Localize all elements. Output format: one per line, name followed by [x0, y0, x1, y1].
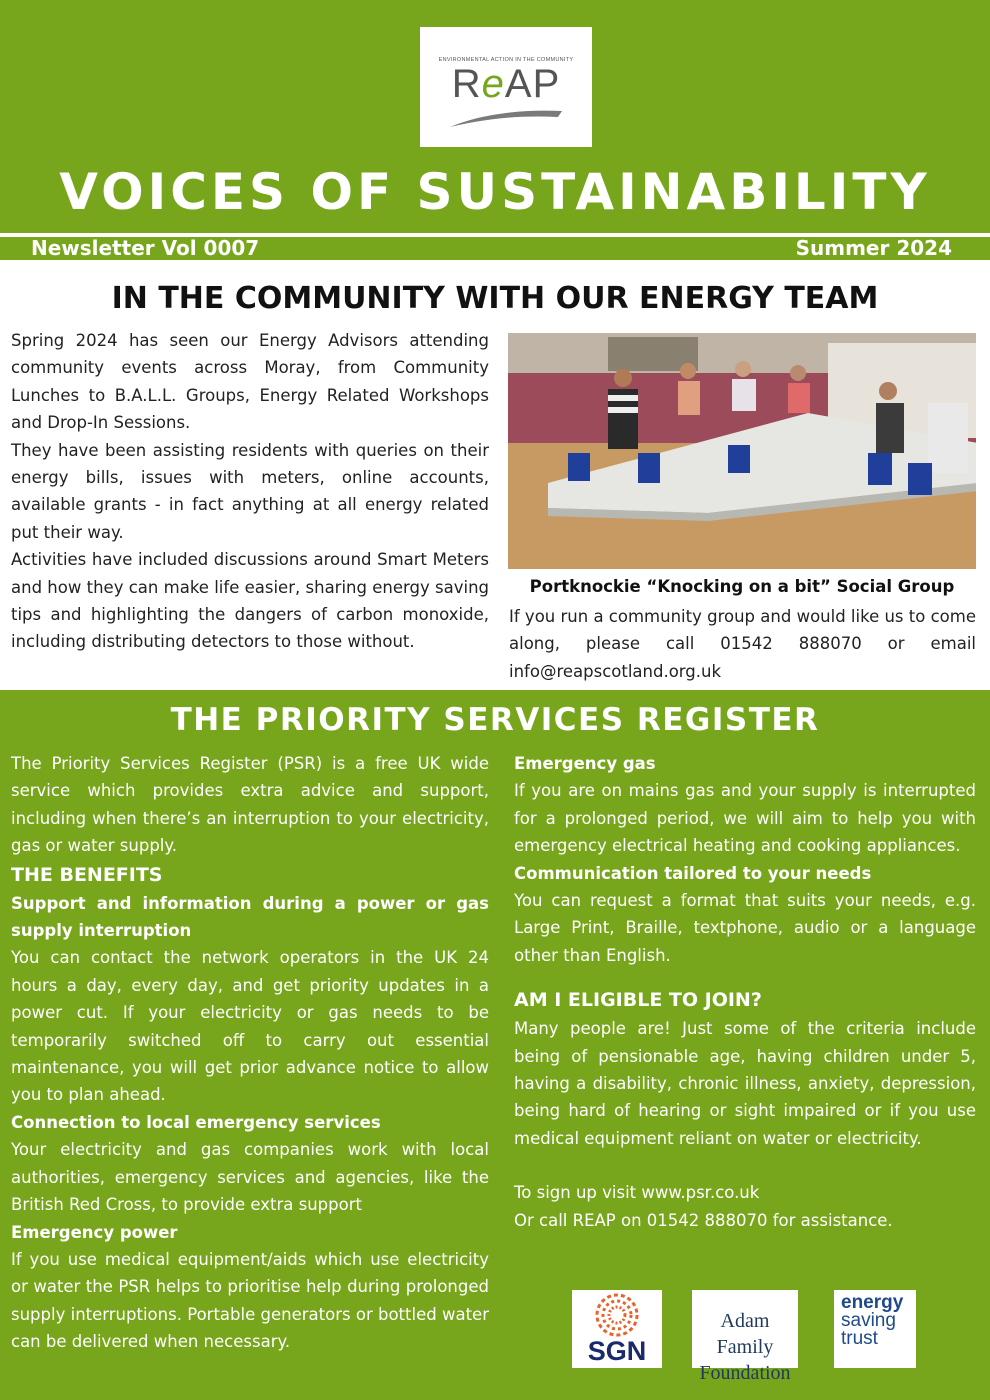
- energy-saving-trust-logo: [834, 1290, 916, 1368]
- sgn-wordmark: SGN: [587, 1336, 647, 1366]
- eligible-text: Many people are! Just some of the criteria include being of pensionable age, having children under 5, having a disability, chronic illness, anxiety, depression, being hard of hearing or sight impaired or if you use medical equipment reliant on water or electricity.: [514, 1019, 976, 1148]
- power-text: If you use medical equipment/aids which use electricity or water the PSR helps to prioritise help during prolonged supply interruptions. Portable generators or bottled water can be delivered when necessary.: [11, 1249, 489, 1352]
- psr-heading: THE PRIORITY SERVICES REGISTER: [170, 702, 820, 738]
- signup-link-line[interactable]: To sign up visit www.psr.co.uk: [514, 1183, 760, 1203]
- power-title: Emergency power: [11, 1222, 178, 1242]
- community-heading: IN THE COMMUNITY WITH OUR ENERGY TEAM: [111, 281, 879, 316]
- sgn-rings-icon: [572, 1290, 662, 1340]
- adam-logo-line: Adam Family: [716, 1310, 774, 1358]
- comm-text: You can request a format that suits your needs, e.g. Large Print, Braille, textphone, audio or a language other than English.: [514, 891, 976, 965]
- support-title: Support and information during a power or gas supply interruption: [11, 893, 489, 941]
- community-section: [0, 263, 990, 690]
- community-paragraph: They have been assisting residents with queries on their energy bills, issues with meters, online accounts, available grants - in fact anything at all energy related put their way.: [11, 440, 489, 542]
- comm-title: Communication tailored to your needs: [514, 863, 872, 883]
- adam-family-foundation-logo: [692, 1290, 798, 1384]
- newsletter-volume: Newsletter Vol 0007: [31, 236, 260, 260]
- est-logo-line: trust: [841, 1328, 878, 1349]
- psr-intro: The Priority Services Register (PSR) is a free UK wide service which provides extra advice and support, including when there’s an interruption to your electricity, gas or water supply.: [11, 754, 489, 856]
- photo-caption: Portknockie “Knocking on a bit” Social Group: [529, 577, 955, 596]
- support-text: You can contact the network operators in the UK 24 hours a day, every day, and get priority updates in a power cut. If your electricity or gas needs to be temporarily switched off to carry out essential maintenance, you will get prior advance notice to allow you to plan ahead.: [11, 948, 489, 1105]
- est-logo-line: saving: [841, 1310, 896, 1331]
- newsletter-season: Summer 2024: [795, 236, 952, 260]
- logo-swoosh-icon: [448, 105, 564, 129]
- community-body: [11, 327, 489, 656]
- sgn-logo: [572, 1290, 662, 1368]
- newsletter-title: VOICES OF SUSTAINABILITY: [59, 163, 931, 221]
- connection-title: Connection to local emergency services: [11, 1112, 381, 1132]
- signup-phone-line: Or call REAP on 01542 888070 for assistance.: [514, 1210, 893, 1230]
- psr-right-column: [514, 750, 976, 1234]
- est-logo-line: energy: [841, 1292, 904, 1313]
- eligible-heading: AM I ELIGIBLE TO JOIN?: [514, 989, 762, 1012]
- adam-logo-line: Foundation: [699, 1362, 791, 1384]
- community-paragraph: Spring 2024 has seen our Energy Advisors attending community events across Moray, from Community Lunches to B.A.L.L. Groups, Energy Related Workshops and Drop-In Sessions.: [11, 331, 489, 433]
- reap-logo: [420, 27, 592, 147]
- community-contact: If you run a community group and would like us to come along, please call 01542 888070 or email info@reapscotland.org.uk: [509, 607, 976, 681]
- community-paragraph: Activities have included discussions around Smart Meters and how they can make life easier, sharing energy saving tips and highlighting the dangers of carbon monoxide, including distributing detectors to those without.: [11, 550, 489, 652]
- benefits-heading: THE BENEFITS: [11, 863, 163, 886]
- gas-text: If you are on mains gas and your supply is interrupted for a prolonged period, we will aim to help you with emergency electrical heating and cooking appliances.: [514, 781, 976, 856]
- logo-wordmark: ReAP: [451, 62, 561, 106]
- social-group-photo: [508, 333, 976, 569]
- psr-left-column: [11, 750, 489, 1356]
- gas-title: Emergency gas: [514, 754, 656, 773]
- logo-tagline: ENVIRONMENTAL ACTION IN THE COMMUNITY: [438, 57, 574, 63]
- connection-text: Your electricity and gas companies work with local authorities, emergency services and agencies, like the British Red Cross, to provide extra support: [11, 1140, 489, 1215]
- newsletter-header: [0, 0, 990, 260]
